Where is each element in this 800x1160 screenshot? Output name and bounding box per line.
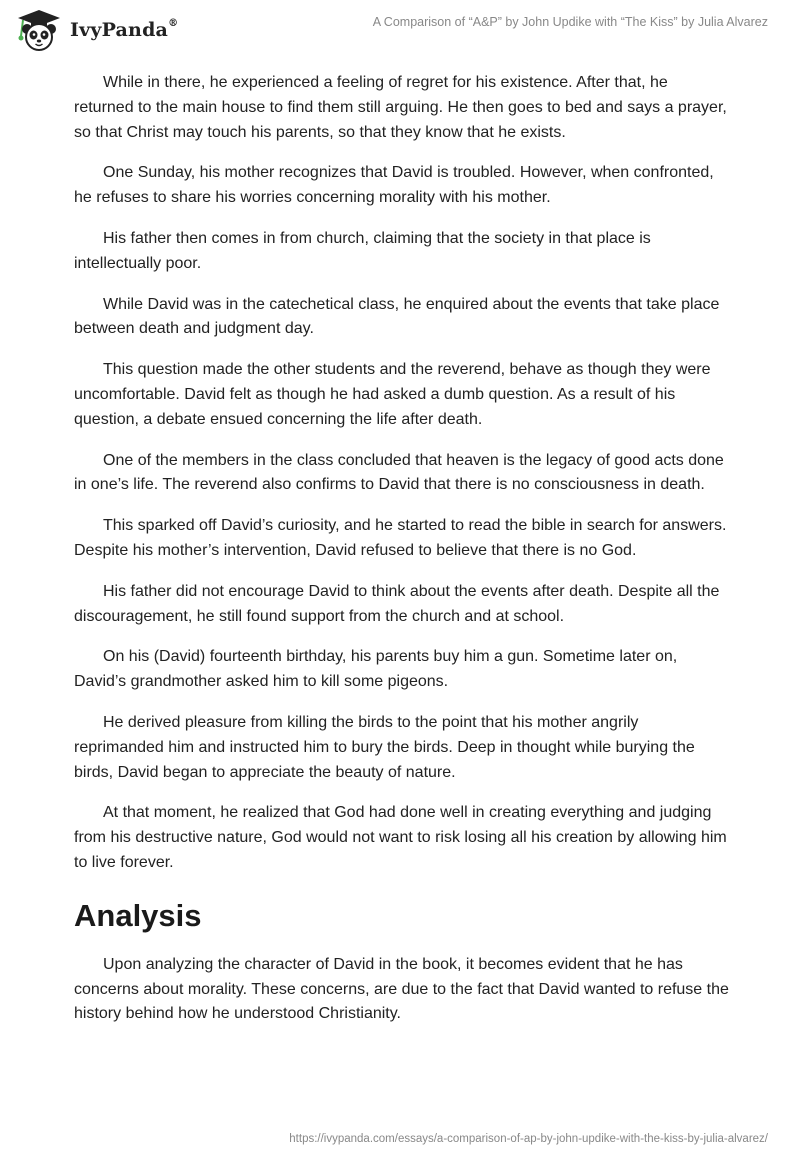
- paragraph: At that moment, he realized that God had done well in creating everything and judging from his destructive nature, God would not want to risk losing all his creation by allowing him to live forever.: [74, 804, 727, 871]
- paragraph: One of the members in the class concluded that heaven is the legacy of good acts done in one’s life. The reverend also confirms to David that there is no consciousness in death.: [74, 451, 724, 494]
- panda-graduation-cap-icon: [14, 8, 64, 52]
- essay-body: [74, 71, 730, 1043]
- paragraph: While in there, he experienced a feeling of regret for his existence. After that, he returned to the main house to find them still arguing. He then goes to bed and says a prayer, so that Christ may touch his parents, so that they know that he exists.: [74, 74, 727, 141]
- logo[interactable]: [14, 8, 178, 52]
- source-url[interactable]: https://ivypanda.com/essays/a-comparison-of-ap-by-john-updike-with-the-kiss-by-julia-alvarez/: [289, 1133, 768, 1145]
- section-heading-analysis: Analysis: [74, 897, 202, 933]
- logo-wordmark: [70, 19, 178, 41]
- paragraph: His father did not encourage David to think about the events after death. Despite all the discouragement, he still found support from the church and at school.: [74, 582, 720, 625]
- paragraph: His father then comes in from church, claiming that the society in that place is intellectually poor.: [74, 229, 651, 272]
- paragraph: While David was in the catechetical class, he enquired about the events that take place between death and judgment day.: [74, 295, 720, 338]
- page-header: [0, 0, 800, 60]
- paragraph: This sparked off David’s curiosity, and he started to read the bible in search for answers. Despite his mother’s intervention, David refused to believe that there is no God.: [74, 517, 727, 559]
- document-title: A Comparison of “A&P” by John Updike with “The Kiss” by Julia Alvarez: [372, 15, 768, 29]
- logo-text: IvyPanda: [70, 19, 169, 41]
- paragraph: On his (David) fourteenth birthday, his parents buy him a gun. Sometime later on, David’s grandmother asked him to kill some pigeons.: [74, 648, 678, 691]
- paragraph: He derived pleasure from killing the birds to the point that his mother angrily reprimanded him and instructed him to bury the birds. Deep in thought while burying the birds, David began to appreciate the beauty of nature.: [74, 713, 695, 781]
- paragraph: This question made the other students and the reverend, behave as though they were uncomfortable. David felt as though he had asked a dumb question. As a result of his question, a debate ensued concerning the life after death.: [74, 361, 711, 428]
- paragraph: Upon analyzing the character of David in the book, it becomes evident that he has concerns about morality. These concerns, are due to the fact that David wanted to refuse the history behind how he understood Christianity.: [74, 955, 729, 1023]
- registered-mark: ®: [168, 17, 179, 29]
- paragraph: One Sunday, his mother recognizes that David is troubled. However, when confronted, he refuses to share his worries concerning morality with his mother.: [74, 164, 714, 207]
